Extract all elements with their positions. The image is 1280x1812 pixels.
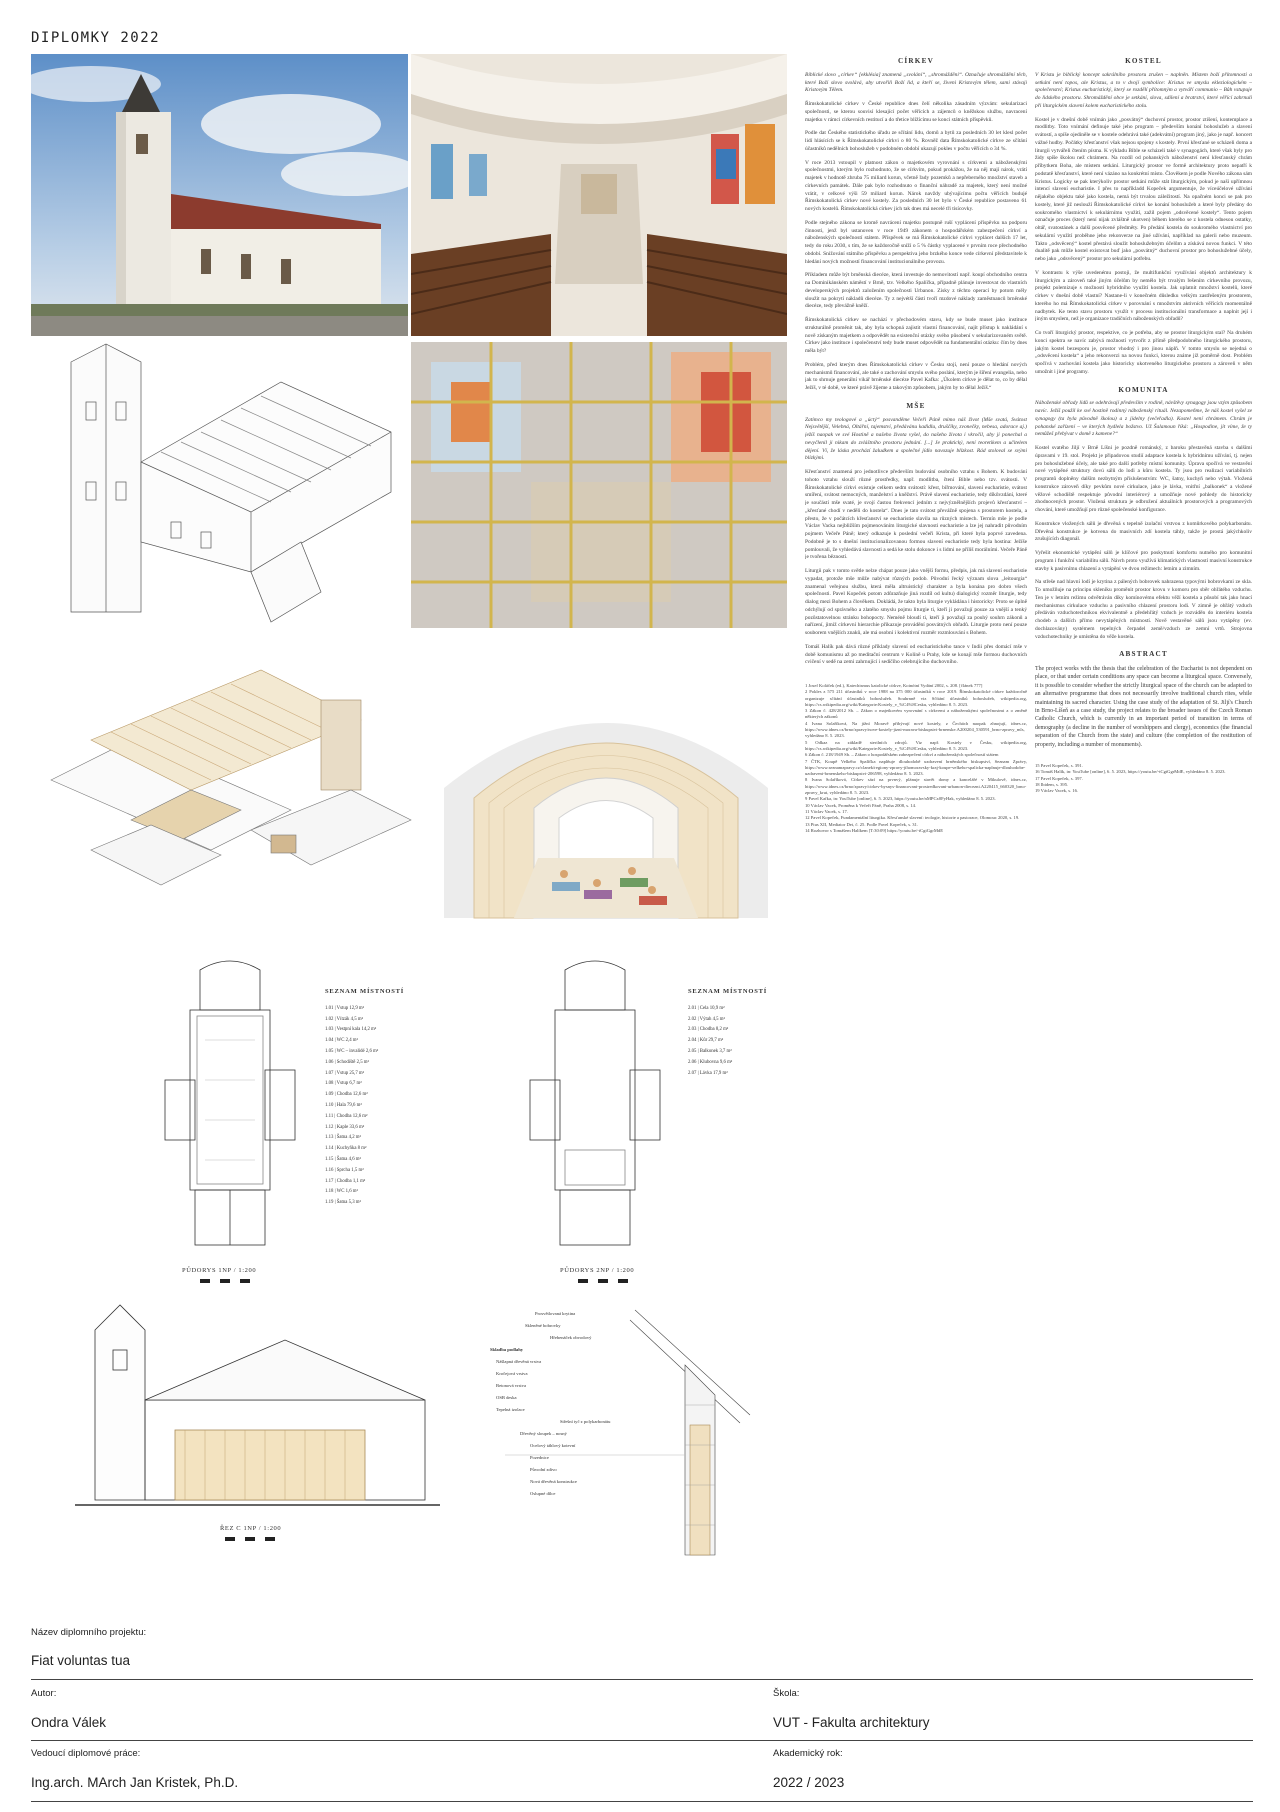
footnotes-left: [805, 683, 1027, 834]
detail-label-13: Pozednice: [530, 1455, 549, 1460]
footnote-12: 12 Pavel Kopeček, Fundamentální liturgika. Křesťanské slavení: teologie, historie a pastorace, Olomouc 2020, s. 19.: [805, 815, 1020, 821]
komunita-p5: Na střeše nad hlavní lodí je krytina z pálených bobrovek nahrazena typovými bobrovkami ze skla. To umožňuje na principu skleníku proměnit prostor krovu v komoru pro sběr ohřátého vzduchu. Ten je v letním režimu odvětráván díky komínovému efektu věží kostela a působí tak jako hnací mechanismus cirkulace vzduchu a pasivního chlazení prostoru lodi. V zimně je ohřátý vzduch předáván vzduchotechnikou ekvivalentně a předehřátý vzduch je rozváděn do interiéru kostela chodeb a dalších přímo nevytápěných místností. Nově vestavěné sálů jsou vytápěny (ev. dochlazovány) systémem tepelných čerpadel země/vzduch ze zemní vrtů. Strojovna vzduchotechniky je umístěna do věže kostela.: [1035, 579, 1252, 640]
room-1-11: 1.11 | Chodba 12,6 m²: [325, 1113, 368, 1119]
footnote-14: 14 Rozhovor s Tomášem Halíkem [T:30:09] https://youtu.be/-tCgtGgrMdE: [805, 827, 944, 833]
mse-p1: Zatímco my teologové a „úctý“ posvanděme Večeři Páně mimo náš život (Mše svatá, Svátost Nejsvětější, Velebná, Oltářní, tajemství, předávánu kadidlu, druščiky, zvonečky, nebesa, adorace aj.) ježíš naopak ve své Hostině a našeho života vyšel, do našeho života i vkročil, aby ji ponechal a nevyčlenil ji nikam do zvláštního prostoru jednání. [...] Je praktický, není teoretikem a učitelem dějení. Ví, že láska prochází žaludkem a společné jídlo navozuje blízkost. Rád stoloval se svými blízkými.: [805, 416, 1027, 462]
komunita-p2: Kostel svatého Jiljí v Brně Líšni je pozdně románský, z baroku přestavěná stavba s dalšími úpravami v 19. stol. Projekt je připadovou studií adaptace kostela k hybridnímu užívání, tj. nejen pro bohoslužebné účely, ale také pro další potřeby místní komunity. Úprava spočívá ve vestavění nové vytápěné struktury dovú sálů do lodi a kůru kostela. Ty jsou pro realizaci variabilních programů doplněny dalším nezbytným příslušenstvím: WC, šatny, kuchyň nebo výtah. Vložená konstrukce zároveň díky pevkům nové cirkulace, jako je lávka, vnitřní „balkonek“ a vložené věžové schodiště respektuje původní interiérový a umožňuje nové pohledy do historicky zhodnocených prostor. Vložená struktura je odbrožení aktuálních prostorových a programových chování, které umožňují pro různé společenské konfigurace.: [1035, 445, 1252, 513]
academic-year-value: 2022 / 2023: [773, 1775, 845, 1790]
heading-mse: MŠE: [906, 401, 926, 410]
heading-cirkev: CÍRKEV: [898, 57, 934, 65]
scale-bar-2np: [578, 1279, 628, 1283]
cirkev-p7: Římskokatolická církev se nachází v přechodovém stavu, kdy se bude muset jako instituce strukturálně proměnit tak, aby byla schopná zajistit vlastní financování, najít přístup k nakládání s nově získaným majetkem a odpovědět na existenční otázky svého působení v sekularizovaném světě. Církev jako instituce i společenství tedy bude muset odpovědět na fundamentální otázku: čím by dnes měla být?: [805, 317, 1027, 354]
footer-divider-1: [31, 1679, 1253, 1680]
room-1-06: 1.06 | Schodiště 2,5 m²: [325, 1059, 369, 1065]
room-2-03: 2.03 | Chodba 8,2 m²: [688, 1027, 729, 1033]
detail-label-16: Oslupné dílce: [530, 1491, 556, 1496]
footnote-13: 13 Pius XII, Mediator Dei, č. 25. Podle Pavel Kopeček, s. 31.: [805, 821, 919, 827]
room-2-01: 2.01 | Cela 10,9 m²: [688, 1005, 725, 1011]
school-label: Škola:: [773, 1688, 800, 1699]
exploded-axonometric-insert: [31, 660, 431, 920]
footnote-1: 1 Josef Koláček (ed.), Katechismus katolické církve, Koinótní Vydání 2002, s. 208. [článek 777]: [805, 683, 983, 688]
room-1-16: 1.16 | Sprcha 1,5 m²: [325, 1167, 364, 1173]
scale-bar-section: [225, 1537, 275, 1541]
detail-label-12: Ocelový táhlový kotevní: [530, 1443, 576, 1448]
room-list-2np: [688, 987, 788, 1079]
komunita-p4: Vyřešit ekonomické vytápění sálů je klíčové pro poskytnutí komfortu nutného pro komunitní program i funkční variabilitu sálů. Návrh proto využívá klimatických vlastností masivní konstrukce stavby k pasivnímu chlazení a vytápění ve dvou režimech: letním a zimním.: [1035, 550, 1252, 572]
church-axonometric-drawing: [31, 342, 408, 628]
heading-abstract: ABSTRACT: [1119, 650, 1168, 659]
supervisor-label: Vedoucí diplomové práce:: [31, 1748, 141, 1759]
detail-label-5: Nášlapná dřevěná vrstva: [496, 1359, 542, 1364]
section-drawing-c: [75, 1300, 440, 1515]
detail-label-7: Betonová vrstva: [496, 1383, 526, 1388]
detail-label-2: Skleněné bobrovky: [525, 1323, 561, 1328]
text-column-right: [1035, 56, 1252, 1566]
room-2-06: 2.06 | Klubovna 9,6 m²: [688, 1059, 733, 1065]
footnote-18: 18 Ibidem, s. 395.: [1035, 781, 1069, 787]
detail-label-9: Tepelná izolace: [496, 1407, 525, 1412]
komunita-p1: Náboženské obřady lidů se odehrávají především v rodině, návštěvy synagogy jsou vzým způsobem navíc. Ježíš použil ke své hostině rodinný náboženský rituál. Nezapomeňme, že náš kostel vyšel ze synagogy (ta byla původně školou) a z jídelny (večeřadla). Kostel není chrámem. Chrám je pohanské zařízení – ve kterých bydlela božstvo. Už Šalamoun říká: „Hospodine, jít víme, že ty nemůžeš přebývat v domě z kamene?“: [1035, 400, 1252, 438]
footnote-2: 2 Pokles z 575 211 účastníků v roce 1988 na 375 000 účastníků v roce 2019. Římskokatolické církev každoročně organizuje sčítání účastníků bohoslužeb. Souhrnně viz Sčítání účastníků bohoslužeb, wikipedia.org, https://cs.wikipedia.org/wiki/Kategorie:Kostely_v_%C4%8Cesku, vyhledáno 8. 5. 2023.: [805, 689, 1027, 707]
author-value: Ondra Válek: [31, 1715, 107, 1730]
room-1-01: 1.01 | Vstup 12,9 m²: [325, 1005, 365, 1011]
heading-komunita: KOMUNITA: [1118, 385, 1169, 394]
mse-p2: Křesťanství znamená pro jednotlivce především budování osobního vztahu s Bohem. K budování tohoto vztahu slouží různé prostředky, např. modlitba, čtení Bible nebo tzv. svátosti. V Římskokatolické církvi existuje celkem sedm svátostí: křest, biřmování, slavení eucharistie, svátost smíření, svátost nemocných, manželství a kněžství. Právě slavení eucharistie, tedy díkůvzdání, které je součástí mše svaté, je svojí častou frekvencí jedním z nejvýznělnějších projevů křesťanství – „křesťané chodí v neděli do kostela“. Dnes je tato svátost převážně spojena s prostorem kostela, a přesto, že v počátcích křesťanství se eucharistie slavila na různých místech. Termín mše je podle Václav Vacka nejbližším pojmenováním liturgické slavnosti eucharistie a lze jej nahradit původním pojmem Večeře Páně; který odkazuje k poslední večeři Krista, při které byla poprvé zavedena. Podobně je to s dnešní institucionalizovanou formou slavení eucharistie tedy byla hostina: Ježíše pomlouvali, že vyhledává slavnosti a sedá ke stolu dokonce i s lidmi ne příliš morálními. Večeře Páně je tvořena bězností.: [805, 469, 1027, 561]
footnote-5: 5 Odkaz na základě sterilních zdrojů. Viz např. Kostely v Česku, wikipedia.org, https://cs.wikipedia.org/wiki/Kategorie:Kostely_v_%C4%8Cesku, vyhledáno 8. 5. 2023.: [805, 739, 1027, 751]
kostel-p4: Co tvoří liturgický prostor, respektive, co je potřeba, aby se prostor liturgickým stal? Na druhém konci spektra se navíc zabývá možností vytvořit z přímě předpodobného liturgického prostoru, jakým kostel bezesporu je, prostor vhodný i pro jinou náplň. V tomto smyslu se nejedná o „odsvěcení kostela“ a jeho rekonverzi na novou funkci, kterou známe již poměrně dost. Problém spočívá v zachování kostela jako historicky ukotveného liturgického prostoru a zároveň v něm umožnit i jiné programy.: [1035, 330, 1252, 375]
room-1-17: 1.17 | Chodba 1,1 m²: [325, 1178, 366, 1184]
text-column-middle: [805, 56, 1027, 1566]
kostel-p2: Kostel je v dnešní době vnímán jako „posvátný“ duchovní prostor, prostor ztišení, kontemplace a modlitby. Toto vnímání definuje také jeho program – především konání bohoslužeb a slavení svátostí, a spíše ojediněle se v kostele odehrává také (adekvátní) program jiný, jako je např. koncert vážné hudby. Počátky křesťanství však nejsou spojeny s kostely. První křesťané se scházeli doma a liturgii vytvářeli čtením písma. K výkladu Bible se scházeli také v synagogách, které však byly pro židy spíše školou než chrámem. Na rozdíl od pohanských náboženství není křesťanský chrám příbytkem Boha, ale místem setkání. Liturgický prostor ve formě architektury proto nepatří k podstatě křesťanství, které není vázáno na konkrétní místo. Člověkem je podle Nového zákona sám Kristus. Logicky se pak kterýkoliv prostor setkání může stát liturgickým, pokud je naši upřímnou intencí slavení eucharistie. I přes to napříkladd Kopeček argumentuje, že víceúčelové užívání nějakého objektu také jako kostela, nemá být trvalou záležitostí. Na opačném konci se pak pro kostely, které již neslouží Římskokatolické církvi ke konání bohoslužeb a které byly předány do soukromého vlastnictví k sekulárnímu využití, zažil pojem „odsvěcené kostely“. Tento pojem označuje proces (který není nijak zvláštně ukotven) během kterého se z kostela odnesou ostatky, oltář, svatostánek a další posvěcené předměty. Po předání kostela do soukromého vlastnictví pro sekulární využití proběhne jeho rekonverze na jiné užívání, například na galerii nebo muzeum. Takto „odsvěcený“ kostel přestává sloužit bohoslužebným účelům a získává novou funkci. V této dualitě pak může kostel existovat buď jako „posvátný“ duchovní prostor pro bohoslužebné účely, nebo jako „odsvěcený“ prostor pro sekulární potřebu.: [1035, 116, 1252, 262]
room-1-18: 1.18 | WC 1,6 m²: [325, 1189, 358, 1195]
cirkev-p2: Římskokatolické církev v České republice dnes čelí několika zásadním výzvám: sekularizaci společnosti, se kterou souvisí klesající počet věřících a zájemců o kněžskou službu, navracení majetku v rámci církevních restitucí a do třetice blížícímu se konci státních příspěvků.: [805, 101, 1027, 123]
room-list-1np: [325, 987, 435, 1209]
cirkev-p6: Příkladem může být brněnská diecéze, která investuje do nemovitostí např. koupí obchodního centra na Dominikánském náměstí v Brně, tzv. Velkého Spalíčka, případně plánuje investovat do vlastních developerských projektů založením společnosti Urbanon. Zisky z těchto operací by potom měly sloužit na pokrytí nákladů diecéze. Ty z nejvétší části tvoří mzdové náklady zaměstnanců brněnské diecéze, tedy převážně kněží.: [805, 272, 1027, 310]
plan-2np-caption: PŮDORYS 2NP / 1:200: [560, 1267, 635, 1274]
floor-plan-2np: [520, 960, 670, 1255]
room-1-15: 1.15 | Šatna 4,6 m²: [325, 1156, 361, 1162]
room-1-13: 1.13 | Šatna 4,2 m²: [325, 1135, 361, 1141]
poster-title: DIPLOMKY 2022: [31, 30, 161, 46]
footnotes-right: [1035, 763, 1252, 794]
room-1-07: 1.07 | Vstup 25,7 m²: [325, 1070, 365, 1076]
author-label: Autor:: [31, 1688, 57, 1699]
detail-label-8: OSB deska: [496, 1395, 517, 1400]
room-1-19: 1.19 | Šatna 5,3 m²: [325, 1200, 361, 1206]
project-name-label: Název diplomního projektu:: [31, 1627, 147, 1638]
cirkev-p4: V roce 2013 vstoupil v platnost zákon o majetkovém vyrovnání s církvemi a náboženskými společnostmi, kterým bylo rozhodnuto, že se církvím, pokud prokážou, že na něj mají nárok, vrátí majetek v hodnotě zhruba 75 miliard korun, včetně řady pozemků a nepřeberného množství staveb a církevních památek. Dále pak bylo rozhodnuto o finanční náhradě za majetek, který není možné vrátit, v celkové výši 59 miliard korun. Nárok navždy ubývajícímu počtu věřících budujé Římskokatolická církev nové kostely. Za posledních 30 let bylo v České republice postaveno 61 nových kostelů. Římskokatolická církev jich tak dnes má necelé tři tisícovky.: [805, 159, 1027, 212]
footnote-16: 16 Tomáš Halík, in: YouTube [online], 6. 5. 2023, https://youtu.be/-tCgtGgrMdE, vyhledáno 8. 5. 2023.: [1035, 769, 1226, 775]
room-list-1np-title: SEZNAM MÍSTNOSTÍ: [325, 988, 405, 995]
section-caption: ŘEZ C 1NP / 1:200: [220, 1525, 282, 1532]
heading-kostel: KOSTEL: [1125, 57, 1162, 65]
detail-label-10: Střešní tyč z polykarbonátu: [560, 1419, 611, 1424]
mse-p4: Tomáš Halík pak dává různé příklady slavení od eucharistického tance v Indii přes domácí mše v době komunismu až po meditační centrum v Kolíně u Prahy, kde se konají mše formou duchovních cvičení v sedě na zemi zahrnující i sedíčího celebrujícího duchovního.: [805, 643, 1027, 666]
room-1-05: 1.05 | WC – invalidé 2,6 m²: [325, 1048, 379, 1054]
footnote-15: 15 Pavel Kopeček, s. 391.: [1035, 763, 1083, 769]
supervisor-value: Ing.arch. MArch Jan Kristek, Ph.D.: [31, 1775, 239, 1790]
room-list-2np-title: SEZNAM MÍSTNOSTÍ: [688, 988, 768, 995]
footnote-10: 10 Václav Vacek, Proměna k Večeři Páně, Praha 2008, s. 14.: [805, 802, 917, 808]
room-1-03: 1.03 | Vestpní kala 14,2 m²: [325, 1027, 377, 1033]
detail-label-11: Dřevěný sloupek – nosný: [520, 1431, 567, 1436]
room-1-10: 1.10 | Hala 79,6 m²: [325, 1102, 362, 1108]
cirkev-p3: Podle dat Českého statistického úřadu ze sčítání lidu, domů a bytů za posledních 30 let klesl počet lidí hlásících se k Římskokatolické církvi o 80 %. Rovněž data Římskokatolické církve ze sčítání účastníků nedělních bohoslužeb v podobném období ukazují pokles v počtu věřících o 34 %.: [805, 130, 1027, 152]
footer-divider-2: [31, 1740, 1253, 1741]
abstract-p1: The project works with the thesis that the celebration of the Eucharist is not dependent on place, or that under certain conditions any space can become a liturgical space. Conversely, it is possible to consider whether the strictly liturgical space of the church can be adapted to an alternative programme that does not necessarily involve traditional church rites, while maintaining its sacred character. Using the case study of the adaptation of St. Jiljí's Church in Brno-Líšeň as a case study, the project relates to the broader issues of the Czech Roman Catholic Church, which is currently in an important period of transition in terms of demography (a decline in the number of worshippers and clergy), economics (the financial separation of the Church from the state) and culture (the completion of the restitution of property, including a number of monuments).: [1035, 666, 1252, 748]
scale-bar-1np: [200, 1279, 250, 1283]
detail-label-14: Původní zdivo: [530, 1467, 557, 1472]
room-2-07: 2.07 | Lávka 17,9 m²: [688, 1070, 728, 1076]
detail-label-3: Hřebenáček obvodový: [550, 1335, 592, 1340]
footnote-9: 9 Pavel Kafka, in: YouTube [online], 6. 5. 2023, https://youtu.be/nMPCx0FyHak, vyhledáno 8. 5. 2023.: [805, 796, 996, 802]
academic-year-label: Akademický rok:: [773, 1748, 843, 1759]
room-1-09: 1.09 | Chodba 12,6 m²: [325, 1092, 368, 1098]
footnote-19: 19 Václav Vacek, s. 16.: [1035, 788, 1079, 794]
plan-1np-caption: PŮDORYS 1NP / 1:200: [182, 1267, 257, 1274]
section-perspective-render: [434, 668, 778, 936]
detail-label-15: Nová dřevěná konstrukce: [530, 1479, 577, 1484]
detail-label-1: Prosvětlovaná krytina: [535, 1311, 576, 1316]
room-1-08: 1.08 | Vstup 6,7 m²: [325, 1081, 362, 1087]
detail-label-6: Kročejová vrstva: [496, 1371, 528, 1376]
room-2-04: 2.04 | Kůr 29,7 m²: [688, 1038, 724, 1044]
cirkev-p8: Problém, před kterým dnes Římskokatolická církev v Česku stojí, není pouze o hledání nových mechanismů financování, ale také o zachování smyslu svého poslání, kterým je šíření evangelia, nebo jak to shrnuje generální vikář brněnské diecéze Pavel Kafka: „Úkolem církve je dělat to, co by dělal Ježíš, v té době, ve které právě žijeme a takovým způsobem, jakým by to dělal Ježíš.“: [805, 361, 1027, 391]
footnote-3: 3 Zákon č. 428/2012 Sb. – Zákon o majetkovém vyrovnání s církvemi a náboženskými společnostmi a o změně některých zákonů: [805, 708, 1027, 720]
interior-glass-render: [411, 342, 787, 628]
komunita-p3: Konstrukce vložených sálů je dřevěná s tepelně izolační vrstvou z komůrkového polykarbonátu. Dřevěná konstrukce je kotvena do masivních zdí kostela táhly, takže je prostá jakýchkoliv zrušujících diagonál.: [1035, 520, 1252, 543]
mse-p3: Liturgii pak v tomto světle nelze chápat pouze jako vnější formu, předpis, jak má slavení eucharistie vypadat, protože mše může nabývat různých podob. Původní řecký význam slova „leitourgia“ znamenal veřejnou službu, která měla altruistický charakter a byla konána pro dobro všech společnosti. Pavel Kopeček potom zdůrazňuje jiná rozdíl od kultu) dialogický rozměr liturgie, tedy dialog mezi Bohem a člověkem. Dokládá, že takto byla liturgie vykládána i historicky: Proto se úplně odchýlují od správného a zlatého smyslu pojmu liturgie ti, kteří ji považují pouze za vnější a tenký pozůstatovelnou stránku bohopocty. Neméně bloudí ti, kteří ji považují za pouhý souhrn zákonů a nařízení, jimiž církevní hierarchie přikazuje provádění posvátných obřadů. Liturgie proto není pouze souborem vnějších znaků, ale má osobní i kolektivní rozměr rozmlouvání s Bohem.: [805, 568, 1027, 636]
room-1-02: 1.02 | Vítzák 4,5 m²: [325, 1016, 364, 1022]
school-value: VUT - Fakulta architektury: [773, 1715, 930, 1730]
room-1-12: 1.12 | Kaple 33,6 m²: [325, 1124, 365, 1130]
project-name-value: Fiat voluntas tua: [31, 1653, 131, 1668]
detail-labels: [490, 1308, 620, 1500]
footnote-11: 11 Václav Vacek, s. 17.: [805, 808, 848, 814]
room-1-14: 1.14 | Kuchyňka 8 m²: [325, 1146, 367, 1152]
room-2-05: 2.05 | Balkonek 3,7 m²: [688, 1048, 732, 1054]
kostel-p1: V Kristu je biblický koncept sakrálního prostoru zrušen – naplněn. Místem boží přítomnosti a setkání není topos, ale Kristus, a to v dvojí symbolice: Kristus ve smyslu ekleziologickém – společenství; Kristus eucharistický, který se rozdělí přítomným a vytváří communio – Bůh vstupuje do lidského prostoru. Shromáždění obce je setkání, slova, sdílení a bratrství, které věřící zahrnuli při liturgickém slavení kolem eucharistického stolu.: [1035, 71, 1252, 109]
church-interior-photo: [411, 54, 787, 336]
floor-plan-1np: [155, 960, 305, 1255]
footnote-8: 8 Ivana Solaříková, Církev sází na prvnvý, plánuje stavět domy a kancelářé v Mikulově, idnes.cz, https://www.idnes.cz/brno/zpravy/cirkev-bysnys-financovani-prostredkovani-urbanon-diecezni.A220415_660320_brno-zpravy_krut, vyhledáno 8. 5. 2023.: [805, 777, 1027, 796]
cirkev-p5: Podle stejného zákona se kromě navrácení majetku postupně ruší vyplácení příspěvku na podporu činnosti, jenž byl ustanoven v roce 1949 zákonem o hospodářském zabezpečení církví a náboženských společností státem. Příspěvek se má Římskokatolické církvi vyplácet dalších 17 let, tedy do roku 2030, s tím, že se každoročně sníží o 5 % částky vyplacené v prvním roce přechodného období. Snižování státního příspěvku a perspektiva jeho brzkého konce vede církevní představitele k hledání nových možností financování institucionálního provozu.: [805, 219, 1027, 265]
footnote-17: 17 Pavel Kopeček, s. 397.: [1035, 775, 1083, 781]
detail-label-4: Skladba podlahy: [490, 1347, 524, 1352]
church-exterior-photo: [31, 54, 408, 336]
cirkev-p1: Biblické slovo „církev“ [ekklésia] znamená „svolání“, „shromáždění“. Označuje shromáždění těch, které Boží slovo svolává, aby utvořili Boží lid, a kteří se, živeni Kristovým tělem, sami stávají Kristovým Tělem.: [805, 71, 1027, 94]
footnote-4: 4 Ivana Solaříková, Na jižní Moravě přibývají nové kostely, z Čechách naopak zhnojují, idnes.cz, https://www.idnes.cz/brno/zpravy/nove-kostely-jizni-morava-biskupstvi-brnenske.A200204_530591_brno-zpravy_mls, vyhledáno 8. 5. 2023.: [805, 720, 1027, 739]
footnote-6: 6 Zákon č. 218/1949 Sb. – Zákon o hospodářském zabezpečení církví a náboženských společností státem: [805, 752, 999, 758]
footnote-7: 7 ČTK, Koupě Velkého Spalíčka naplňuje dlouhodobě uzdravení brněnského biskupství, Seznam Zprávy, https://www.seznamzpravy.cz/clanek/regiony-zpravy-jihomoravsky-kraj-koupe-velkeho-spalicka-naplnuje-dlouhodobe-uzdraveni-brnenskeho-biskupstvi-206598, vyhledáno 8. 5. 2023.: [805, 758, 1027, 777]
room-2-02: 2.02 | Výtah 4,5 m²: [688, 1016, 725, 1022]
footer-divider-3: [31, 1801, 1253, 1802]
kostel-p3: V kontrastu k výše uvedenému postoji, že multifunkční využívání objektů architektury k liturgickým a zároveň také jiným účelům by nemělo být trvalým řešením církevního provozu, projekt polemizuje s možností hybridního využití kostela. Jak uplatnit množství kostelů, které církev v dnešní době vlastní? Nastane-li v konečném důsledku velkým zastřešeným prostorem, kterého ho má Římskokatolická církev v porovnání s množstvím aktivních věřících momentálně nadbytek. Ke tento stavu prostoru využít v procesu institucionální transformace a naplnit její i jiným smyslem, než je organizace tradičních náboženských obřadů?: [1035, 269, 1252, 323]
room-1-04: 1.04 | WC 2,4 m²: [325, 1038, 358, 1044]
